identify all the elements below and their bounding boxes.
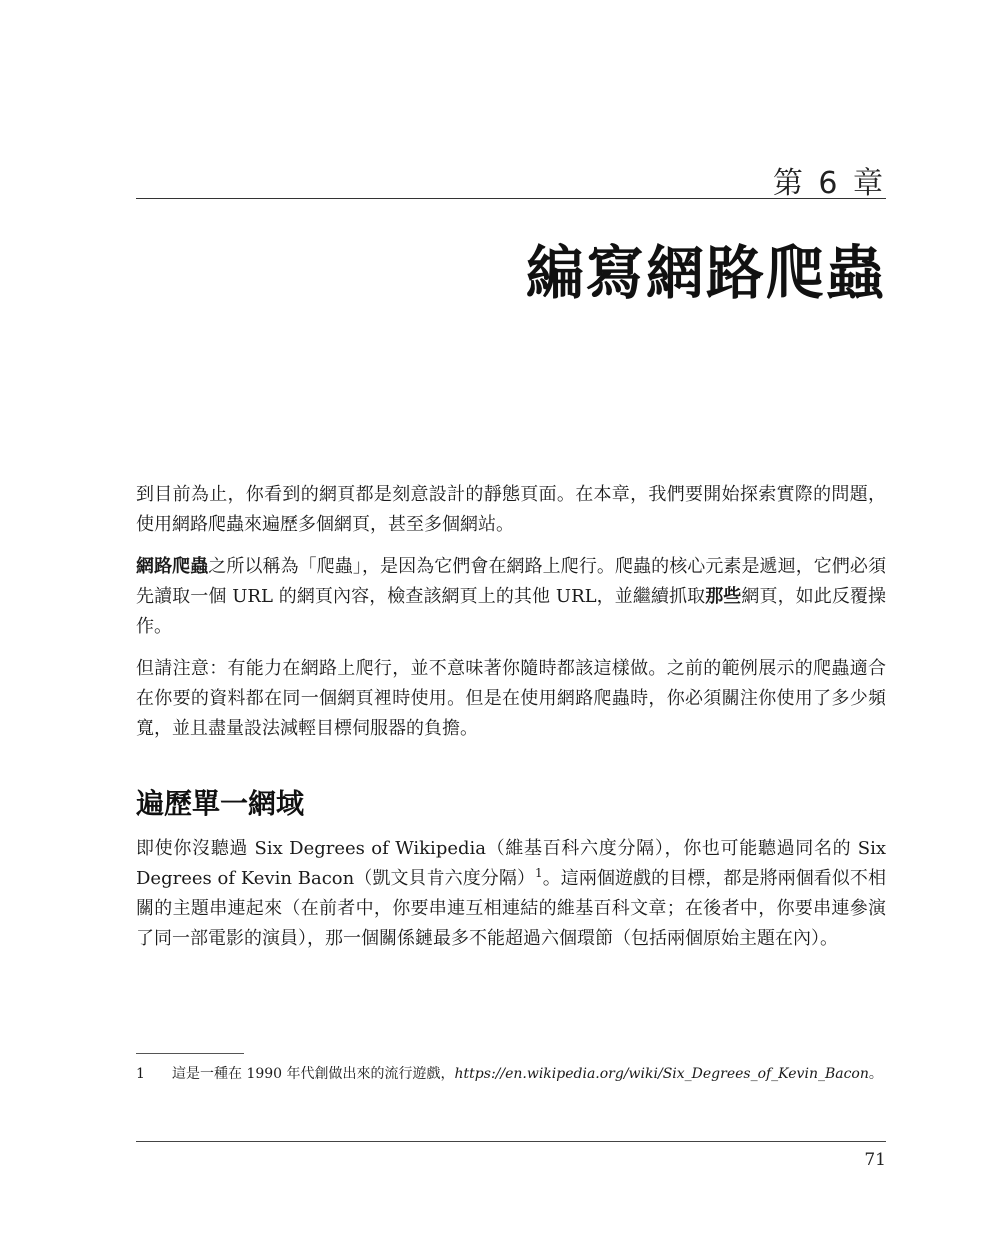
intro-paragraph: 到目前為止，你看到的網頁都是刻意設計的靜態頁面。在本章，我們要開始探索實際的問題，使用網路爬蟲來遍歷多個網頁，甚至多個網站。	[136, 484, 886, 535]
section-heading: 遍歷單一網域	[136, 787, 305, 820]
footnote-number: 1	[136, 1066, 145, 1082]
term-web-crawler: 網路爬蟲	[136, 556, 209, 577]
page-number: 71	[864, 1150, 886, 1170]
footnote-reference[interactable]: 1	[535, 866, 543, 880]
footer-divider	[136, 1141, 886, 1142]
chapter-title: 編寫網路爬蟲	[525, 239, 886, 307]
footnote-link[interactable]: https://en.wikipedia.org/wiki/Six_Degrees_of_Kevin_Bacon	[454, 1066, 869, 1082]
chapter-divider	[136, 198, 886, 199]
chapter-label: 第 6 章	[772, 166, 886, 201]
caution-paragraph: 但請注意：有能力在網路上爬行，並不意味著你隨時都該這樣做。之前的範例展示的爬蟲適合在你要的資料都在同一個網頁裡時使用。但是在使用網路爬蟲時，你必須關注你使用了多少頻寬，並且盡量設法減輕目標伺服器的負擔。	[136, 658, 886, 739]
emphasis-those: 那些	[705, 586, 742, 607]
six-degrees-paragraph	[136, 834, 886, 954]
footnote-text: 這是一種在 1990 年代創做出來的流行遊戲，	[172, 1066, 455, 1082]
footnote-end: 。	[868, 1066, 883, 1082]
paragraph-text: 。這兩個遊戲的目標，都是將兩個看似不相關的主題串連起來（在前者中，你要串連互相連結的維基百科文章；在後者中，你要串連參演了同一部電影的演員），那一個關係鏈最多不能超過六個環節（包括兩個原始主題在內）。	[136, 868, 886, 949]
paragraph-text: 之所以稱為「爬蟲」，是因為它們會在網路上爬行。爬蟲的核心元素是遞迴，它們必須先讀取一個 URL 的網頁內容，檢查該網頁上的其他 URL，並繼續抓取	[136, 556, 887, 607]
paragraph-text: 網頁，如此反覆操作。	[136, 586, 887, 637]
footnote	[136, 1064, 886, 1084]
footnote-divider	[136, 1053, 244, 1054]
paragraph-text: 即使你沒聽過 Six Degrees of Wikipedia（維基百科六度分隔），你也可能聽過同名的 Six Degrees of Kevin Bacon（凱文貝肯六度分隔）	[136, 838, 886, 889]
crawler-definition-paragraph	[136, 552, 886, 642]
